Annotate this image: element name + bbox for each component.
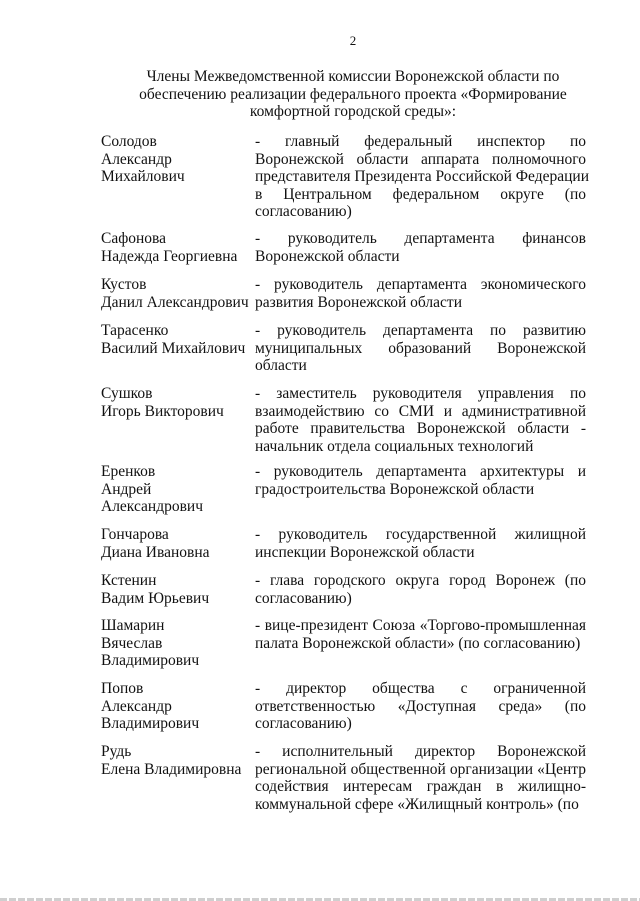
member-name-line: Владимирович — [101, 715, 200, 732]
member-entry — [101, 617, 586, 670]
page-number: 2 — [349, 33, 357, 48]
member-name-line: Елена Владимировна — [101, 760, 242, 778]
member-name-line: Андрей — [101, 480, 152, 498]
member-role-line: инспекции Воронежской области — [255, 543, 475, 561]
member-role-line: развития Воронежской области — [255, 293, 462, 311]
member-role — [255, 463, 586, 516]
member-role-line: в Центральном федеральном округе (по — [255, 185, 586, 203]
member-role — [255, 322, 586, 375]
member-role-line: взаимодействию со СМИ и административной — [255, 402, 586, 420]
member-name-line: Гончарова — [101, 526, 169, 543]
member-entry — [101, 526, 586, 561]
member-role-line: - руководитель департамента экономического — [255, 276, 586, 293]
member-name-line: Еренков — [101, 463, 156, 480]
member-name — [101, 743, 255, 813]
member-name-line: Кустов — [101, 276, 147, 293]
document-heading — [120, 68, 586, 121]
member-role — [255, 526, 586, 561]
member-role-line: - руководитель государственной жилищной — [255, 526, 586, 543]
member-role-line: - директор общества с ограниченной — [255, 680, 586, 697]
member-name-line: Вадим Юрьевич — [101, 589, 210, 607]
member-role-line: - глава городского округа город Воронеж (по — [255, 572, 586, 589]
member-role-line: представителя Президента Российской Федерации — [255, 168, 590, 185]
member-role-line: региональной общественной организации «Центр — [255, 760, 586, 778]
member-entry — [101, 276, 586, 311]
member-role — [255, 572, 586, 607]
member-role-line: - руководитель департамента архитектуры и — [255, 463, 586, 480]
member-role-line: - заместитель руководителя управления по — [255, 385, 586, 402]
member-entry — [101, 322, 586, 375]
member-name-line: Попов — [101, 680, 144, 697]
heading-line: комфортной городской среды»: — [249, 103, 457, 120]
member-name — [101, 276, 255, 311]
member-role-line: Воронежской области — [255, 247, 400, 265]
member-role-line: начальник отдела социальных технологий — [255, 437, 534, 455]
member-role-line: содействия интересам граждан в жилищно- — [255, 778, 586, 795]
member-role-line: - руководитель департамента по развитию — [255, 322, 586, 339]
member-name-line: Данил Александрович — [101, 293, 249, 311]
member-role-line: согласованию) — [255, 203, 352, 220]
member-role — [255, 617, 586, 670]
member-role-line: - исполнительный директор Воронежской — [255, 743, 586, 760]
member-name — [101, 133, 255, 221]
member-name — [101, 572, 255, 607]
member-name-line: Диана Ивановна — [101, 543, 210, 561]
member-name-line: Владимирович — [101, 652, 200, 669]
member-name — [101, 463, 255, 516]
member-role-line: согласованию) — [255, 589, 352, 607]
member-name — [101, 385, 255, 455]
member-role-line: работе правительства Воронежской области - — [255, 420, 586, 437]
member-role — [255, 680, 586, 733]
member-role-line: ответственностью «Доступная среда» (по — [255, 697, 586, 715]
member-entry — [101, 680, 586, 733]
member-name-line: Сафонова — [101, 230, 167, 247]
member-name — [101, 230, 255, 265]
member-role — [255, 743, 586, 813]
member-name-line: Тарасенко — [101, 322, 169, 339]
member-role-line: Воронежской области аппарата полномочного — [255, 150, 586, 168]
member-name-line: Александр — [101, 697, 172, 715]
member-role-line: палата Воронежской области» (по согласованию) — [255, 634, 581, 652]
member-entry — [101, 463, 586, 516]
member-name-line: Вячеслав — [101, 634, 163, 652]
member-role-line: - главный федеральный инспектор по — [255, 133, 586, 150]
member-role-line: согласованию) — [255, 715, 352, 732]
member-name-line: Рудь — [101, 743, 132, 760]
member-name-line: Александрович — [101, 498, 203, 515]
member-entry — [101, 572, 586, 607]
member-name-line: Солодов — [101, 133, 157, 150]
heading-line: Члены Межведомственной комиссии Воронежской области по — [146, 68, 560, 85]
member-name-line: Шамарин — [101, 617, 165, 634]
member-name-line: Надежда Георгиевна — [101, 247, 238, 265]
member-role-line: коммунальной сфере «Жилищный контроль» (по — [255, 795, 579, 813]
member-name-line: Сушков — [101, 385, 153, 402]
member-entry — [101, 743, 586, 813]
member-role — [255, 230, 586, 265]
member-name — [101, 617, 255, 670]
heading-line: обеспечению реализации федерального проекта «Формирование — [139, 85, 567, 103]
member-role — [255, 385, 586, 455]
member-role-line: градостроительства Воронежской области — [255, 480, 535, 498]
member-name — [101, 680, 255, 733]
member-name-line: Кстенин — [101, 572, 157, 589]
member-role-line: - руководитель департамента финансов — [255, 230, 586, 247]
member-name-line: Михайлович — [101, 168, 185, 185]
member-role-line: области — [255, 357, 307, 374]
member-name — [101, 322, 255, 375]
member-name-line: Василий Михайлович — [101, 339, 246, 357]
member-role-line: - вице-президент Союза «Торгово-промышленная — [255, 617, 586, 634]
member-name-line: Александр — [101, 150, 172, 168]
member-role — [255, 276, 586, 311]
member-entry — [101, 230, 586, 265]
member-name — [101, 526, 255, 561]
member-entry — [101, 133, 590, 221]
member-role-line: муниципальных образований Воронежской — [255, 339, 586, 357]
member-name-line: Игорь Викторович — [101, 402, 224, 420]
member-role — [255, 133, 590, 221]
member-entry — [101, 385, 586, 455]
